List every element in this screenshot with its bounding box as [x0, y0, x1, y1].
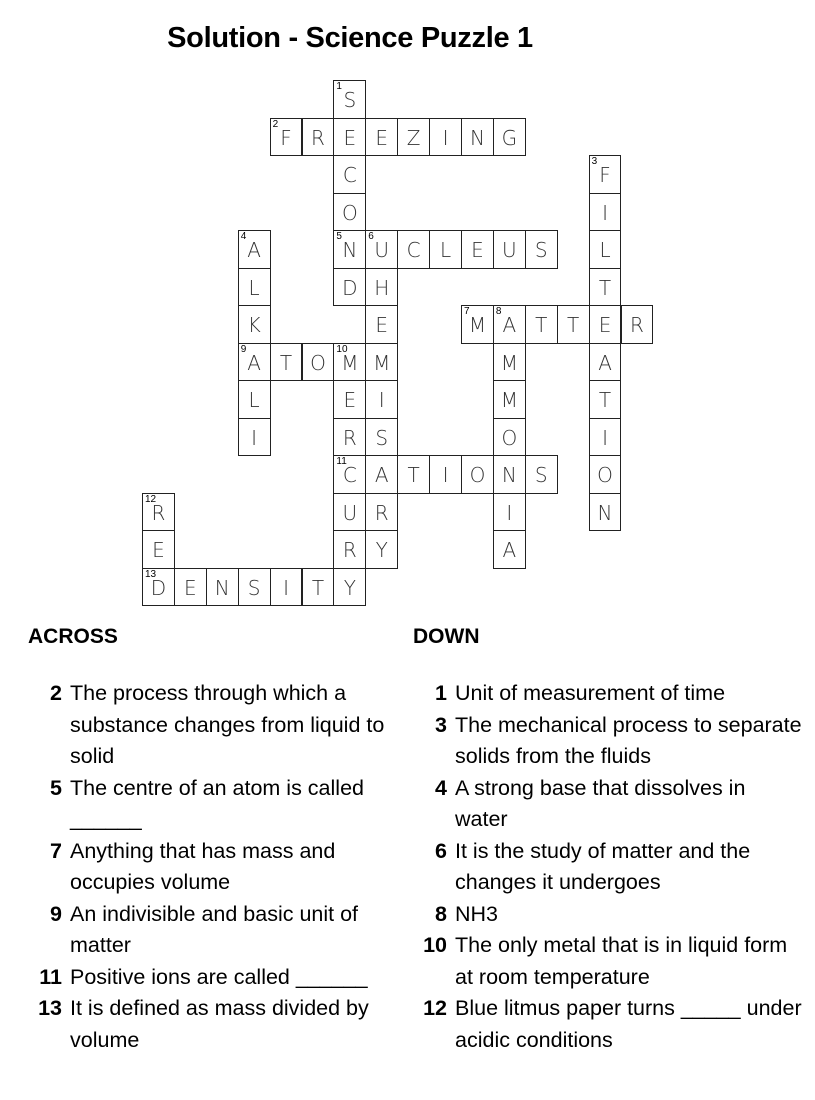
clue-number: 9 — [50, 901, 62, 926]
cell-letter: I — [378, 388, 385, 412]
across-heading: ACROSS — [28, 625, 118, 648]
cell-letter: S — [247, 575, 261, 600]
cell-letter: D — [150, 575, 167, 600]
grid-cell — [589, 455, 622, 494]
cell-letter: N — [469, 125, 485, 150]
grid-cell — [557, 305, 590, 344]
cell-letter: E — [471, 238, 484, 262]
cell-letter: T — [311, 575, 325, 600]
clue-text: Blue litmus paper turns _____ under acidic conditions — [455, 996, 802, 1052]
cell-letter: O — [469, 463, 486, 487]
cell-letter: N — [597, 500, 613, 525]
clue-number: 5 — [50, 775, 62, 800]
clue-number: 2 — [50, 681, 62, 705]
cell-letter: F — [280, 125, 292, 150]
cell-number: 11 — [336, 456, 347, 467]
cell-letter: E — [184, 575, 197, 600]
clue-text: A strong base that dissolves in water — [455, 775, 746, 831]
grid-cell — [493, 493, 526, 532]
cell-letter: R — [342, 425, 357, 450]
grid-cell — [589, 380, 622, 419]
grid-cell — [333, 268, 366, 307]
cell-letter: T — [598, 388, 612, 412]
grid-cell — [429, 118, 462, 157]
grid-cell — [493, 380, 526, 419]
cell-number: 13 — [145, 568, 157, 580]
cell-letter: O — [501, 425, 518, 450]
grid-cell — [142, 568, 175, 607]
cell-letter: E — [152, 538, 165, 562]
cell-number: 5 — [336, 231, 342, 242]
cell-letter: O — [597, 463, 613, 487]
grid-cell — [589, 305, 622, 344]
clue-item — [413, 836, 803, 899]
grid-cell — [493, 455, 526, 494]
cell-number: 1 — [336, 81, 342, 92]
clue-item — [28, 899, 418, 962]
cell-letter: A — [247, 350, 261, 375]
cell-number: 6 — [368, 231, 374, 242]
cell-number: 7 — [464, 306, 470, 317]
cell-letter: L — [599, 238, 611, 262]
grid-cell — [525, 305, 558, 344]
cell-letter: R — [374, 500, 389, 525]
clue-item — [28, 962, 418, 994]
grid-cell — [493, 530, 526, 569]
cell-letter: I — [442, 463, 449, 487]
grid-cell — [589, 268, 622, 307]
cell-letter: E — [343, 388, 357, 412]
clue-number: 10 — [423, 933, 447, 957]
grid-cell — [238, 568, 271, 607]
cell-letter: U — [502, 238, 517, 262]
cell-letter: A — [502, 313, 517, 337]
grid-cell — [238, 230, 271, 269]
cell-letter: A — [247, 238, 261, 262]
cell-letter: M — [373, 350, 391, 375]
cell-letter: T — [567, 313, 580, 337]
clue-item — [413, 773, 803, 836]
grid-cell — [238, 418, 271, 457]
cell-letter: R — [151, 500, 166, 525]
cell-letter: T — [407, 463, 420, 487]
clue-number: 13 — [38, 996, 62, 1020]
grid-cell — [365, 530, 398, 569]
grid-cell — [493, 418, 526, 457]
grid-cell — [493, 305, 526, 344]
cell-letter: Y — [343, 575, 356, 600]
cell-letter: K — [247, 313, 261, 337]
cell-letter: A — [598, 350, 612, 375]
grid-cell — [365, 343, 398, 382]
cell-letter: T — [279, 350, 293, 375]
grid-cell — [589, 230, 622, 269]
cell-letter: Z — [406, 125, 421, 150]
grid-cell — [270, 118, 303, 157]
clue-item — [28, 773, 418, 836]
cell-letter: E — [343, 125, 357, 150]
grid-cell — [461, 455, 494, 494]
grid-cell — [397, 118, 430, 157]
cell-letter: R — [629, 313, 644, 337]
grid-cell — [333, 193, 366, 232]
down-clue-list — [413, 678, 803, 1056]
grid-cell — [365, 455, 398, 494]
grid-cell — [493, 118, 526, 157]
cell-letter: L — [248, 275, 260, 300]
grid-cell — [493, 343, 526, 382]
grid-cell — [333, 80, 366, 119]
grid-cell — [333, 380, 366, 419]
cell-letter: E — [598, 313, 612, 337]
cell-letter: C — [342, 463, 357, 487]
grid-cell — [142, 493, 175, 532]
cell-number: 12 — [145, 493, 157, 505]
cell-letter: O — [341, 200, 358, 225]
cell-letter: C — [342, 163, 357, 187]
cell-letter: T — [535, 313, 548, 337]
grid-cell — [397, 230, 430, 269]
grid-cell — [238, 268, 271, 307]
cell-letter: M — [500, 388, 518, 412]
grid-cell — [302, 343, 335, 382]
cell-letter: N — [214, 575, 230, 600]
grid-cell — [270, 568, 303, 607]
clue-number: 8 — [435, 901, 447, 926]
cell-letter: G — [501, 125, 518, 150]
across-section — [28, 620, 418, 1056]
cell-letter: D — [342, 275, 358, 300]
cell-number: 4 — [240, 231, 247, 242]
cell-number: 9 — [240, 343, 247, 355]
clue-number: 3 — [435, 712, 447, 737]
cell-letter: H — [374, 275, 390, 300]
grid-cell — [461, 305, 494, 344]
cell-letter: F — [599, 163, 611, 187]
clue-number: 11 — [39, 964, 62, 989]
cell-letter: I — [283, 575, 289, 600]
clue-number: 1 — [435, 681, 447, 705]
grid-cell — [397, 455, 430, 494]
cell-letter: E — [375, 313, 389, 337]
cell-letter: S — [343, 88, 357, 112]
cell-letter: C — [406, 238, 421, 262]
across-clue-list — [28, 678, 418, 1056]
clue-item — [413, 899, 803, 931]
clue-number: 7 — [50, 838, 62, 863]
grid-cell — [333, 230, 366, 269]
cell-letter: L — [439, 238, 452, 262]
cell-letter: S — [534, 463, 548, 487]
cell-letter: A — [374, 463, 389, 487]
grid-cell — [461, 118, 494, 157]
cell-letter: Y — [375, 538, 388, 562]
cell-letter: U — [342, 500, 358, 525]
grid-cell — [302, 568, 335, 607]
cell-letter: I — [602, 425, 608, 450]
cell-letter: R — [310, 125, 325, 150]
cell-letter: M — [468, 313, 487, 337]
cell-number: 2 — [272, 118, 279, 130]
clue-item — [28, 836, 418, 899]
cell-letter: A — [502, 538, 517, 562]
grid-cell — [333, 343, 366, 382]
grid-cell — [333, 568, 366, 607]
cell-number: 10 — [336, 343, 348, 355]
grid-cell — [621, 305, 654, 344]
cell-letter: U — [374, 238, 390, 262]
clue-text: Positive ions are called ______ — [70, 964, 368, 989]
grid-cell — [589, 418, 622, 457]
clue-item — [413, 930, 803, 993]
cell-letter: E — [375, 125, 389, 150]
clue-text: The mechanical process to separate solids from the fluids — [455, 712, 802, 768]
cell-letter: S — [534, 238, 548, 262]
grid-cell — [142, 530, 175, 569]
grid-cell — [333, 493, 366, 532]
cell-number: 8 — [495, 306, 502, 317]
cell-letter: S — [375, 425, 389, 450]
clue-number: 6 — [435, 838, 447, 863]
grid-cell — [493, 230, 526, 269]
grid-cell — [238, 380, 271, 419]
clue-number: 12 — [423, 996, 447, 1020]
clue-item — [413, 993, 803, 1056]
grid-cell — [333, 118, 366, 157]
grid-cell — [333, 155, 366, 194]
clue-text: An indivisible and basic unit of matter — [70, 901, 359, 957]
clue-text: The only metal that is in liquid form at room temperature — [455, 933, 788, 989]
grid-cell — [333, 530, 366, 569]
grid-cell — [589, 193, 622, 232]
grid-cell — [238, 343, 271, 382]
grid-cell — [589, 343, 622, 382]
grid-cell — [525, 230, 558, 269]
grid-cell — [302, 118, 335, 157]
grid-cell — [270, 343, 303, 382]
cell-letter: I — [251, 425, 258, 450]
cell-letter: L — [248, 388, 260, 412]
grid-cell — [365, 230, 398, 269]
grid-cell — [525, 455, 558, 494]
grid-cell — [238, 305, 271, 344]
puzzle-title: Solution - Science Puzzle 1 — [167, 22, 533, 54]
cell-letter: N — [342, 238, 358, 262]
cell-letter: I — [506, 500, 513, 525]
cell-number: 3 — [591, 156, 598, 167]
cell-letter: O — [310, 350, 326, 375]
grid-cell — [365, 268, 398, 307]
clue-item — [413, 710, 803, 773]
clue-text: It is the study of matter and the changes it undergoes — [455, 838, 751, 894]
grid-cell — [365, 493, 398, 532]
cell-letter: I — [442, 125, 449, 150]
clue-text: Anything that has mass and occupies volume — [70, 838, 336, 894]
clue-text: NH3 — [455, 901, 499, 926]
clue-text: The process through which a substance changes from liquid to solid — [70, 681, 385, 768]
down-heading: DOWN — [413, 625, 480, 648]
clue-text: The centre of an atom is called ______ — [70, 775, 364, 831]
grid-cell — [365, 380, 398, 419]
cell-letter: M — [500, 350, 518, 375]
grid-cell — [429, 455, 462, 494]
cell-letter: T — [598, 275, 612, 300]
clue-text: It is defined as mass divided by volume — [70, 996, 369, 1052]
grid-cell — [461, 230, 494, 269]
grid-cell — [333, 418, 366, 457]
grid-cell — [365, 118, 398, 157]
down-section — [413, 620, 803, 1056]
clue-item — [28, 678, 418, 773]
clue-item — [28, 993, 418, 1056]
grid-cell — [174, 568, 207, 607]
clue-item — [413, 678, 803, 710]
cell-letter: M — [341, 350, 359, 375]
grid-cell — [589, 493, 622, 532]
grid-cell — [589, 155, 622, 194]
grid-cell — [365, 418, 398, 457]
cell-letter: N — [501, 463, 517, 487]
grid-cell — [206, 568, 239, 607]
clue-text: Unit of measurement of time — [455, 681, 726, 705]
cell-letter: R — [342, 538, 357, 562]
grid-cell — [333, 455, 366, 494]
clue-number: 4 — [435, 775, 447, 800]
grid-cell — [365, 305, 398, 344]
cell-letter: I — [602, 200, 608, 225]
grid-cell — [429, 230, 462, 269]
